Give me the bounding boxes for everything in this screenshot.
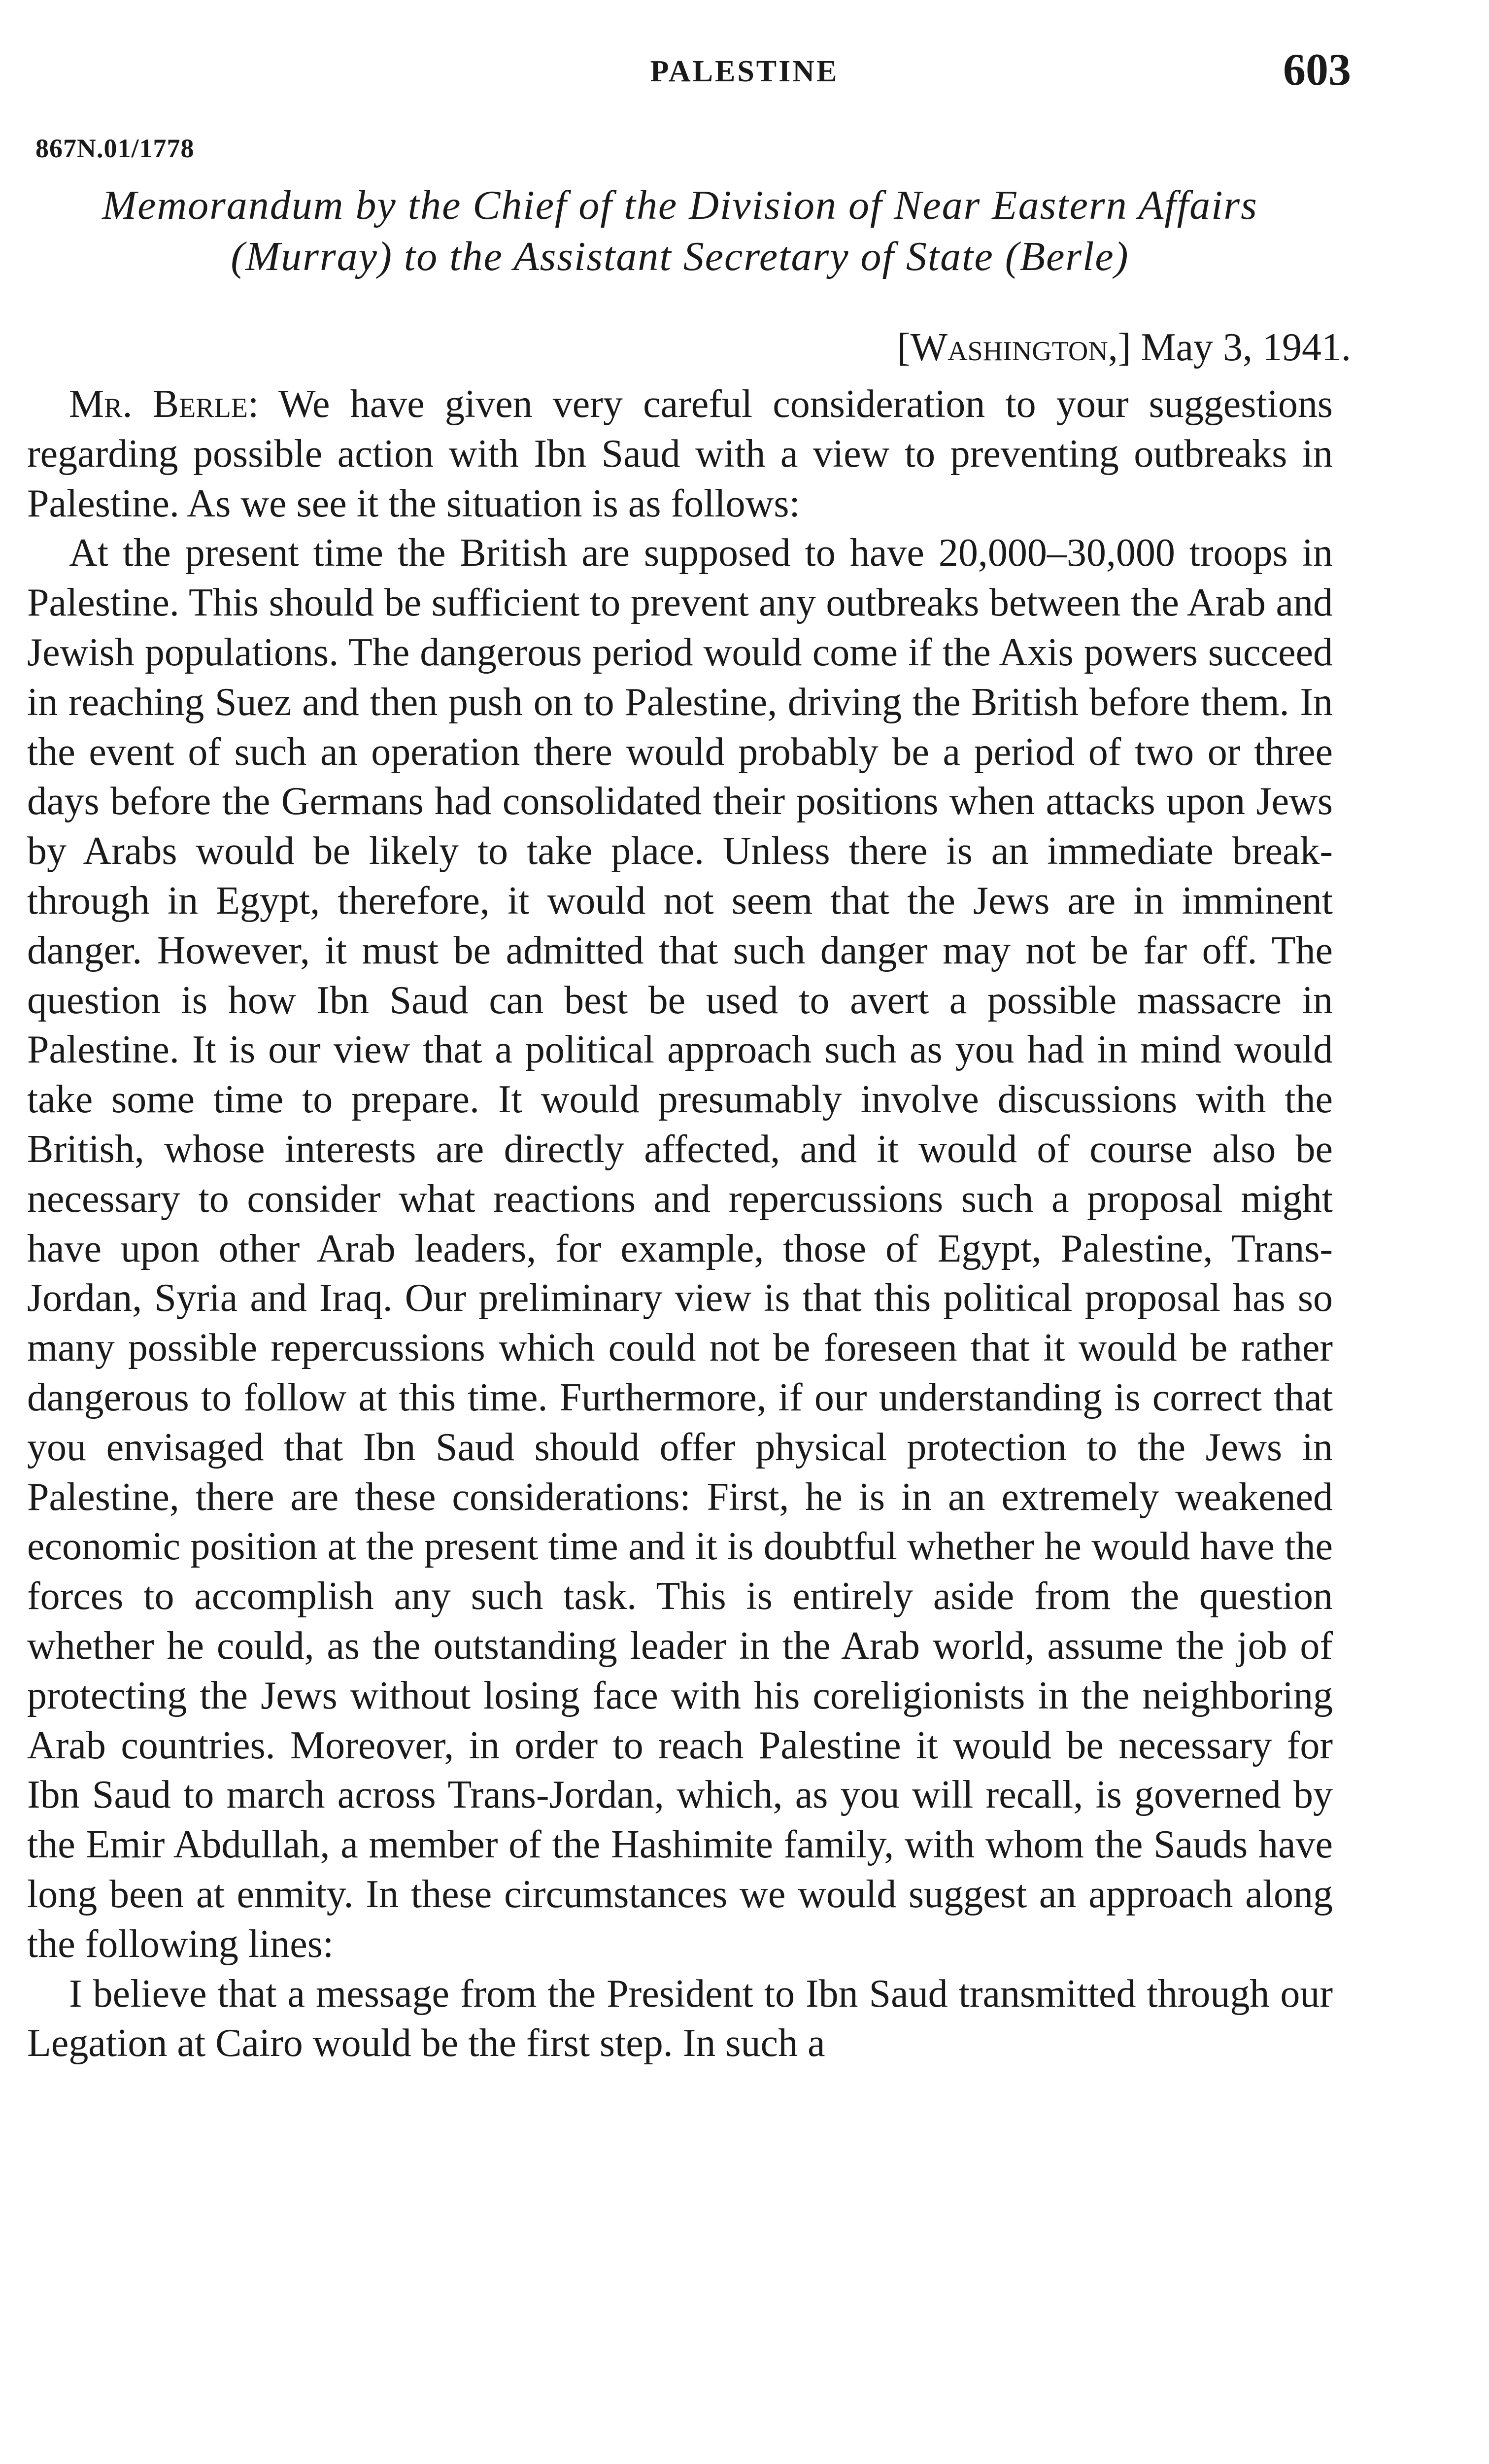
body-paragraph-1	[27, 379, 1333, 528]
document-title	[30, 180, 1330, 282]
running-head	[0, 43, 1489, 98]
memorandum-body	[27, 379, 1333, 2068]
running-title: PALESTINE	[650, 55, 839, 88]
document-reference: 867N.01/1778	[35, 134, 195, 163]
body-paragraph-2: At the present time the British are supposed to have 20,000–30,000 troops in Palestine. This should be sufficient to prevent any outbreaks between the Arab and Jewish populations. The dangerous period would come if the Axis powers succeed in reaching Suez and then push on to Palestine, driving the British before them. In the event of such an operation there would probably be a period of two or three days before the Germans had consolidated their positions when attacks upon Jews by Arabs would be likely to take place. Unless there is an immediate break-through in Egypt, therefore, it would not seem that the Jews are in imminent danger. However, it must be admitted that such danger may not be far off. The question is how Ibn Saud can best be used to avert a possible massacre in Palestine. It is our view that a political approach such as you had in mind would take some time to prepare. It would presumably involve discussions with the British, whose interests are directly affected, and it would of course also be necessary to consider what reactions and repercussions such a proposal might have upon other Arab leaders, for example, those of Egypt, Palestine, Trans-Jordan, Syria and Iraq. Our preliminary view is that this political proposal has so many possible repercussions which could not be foreseen that it would be rather dangerous to follow at this time. Furthermore, if our understanding is correct that you envisaged that Ibn Saud should offer physical protection to the Jews in Palestine, there are these considerations: First, he is in an extremely weakened economic position at the present time and it is doubtful whether he would have the forces to accomplish any such task. This is entirely aside from the question whether he could, as the outstanding leader in the Arab world, assume the job of protecting the Jews without losing face with his coreligionists in the neighboring Arab countries. Moreover, in order to reach Palestine it would be necessary for Ibn Saud to march across Trans-Jordan, which, as you will recall, is governed by the Emir Abdullah, a member of the Hashimite family, with whom the Sauds have long been at enmity. In these circumstances we would suggest an approach along the following lines:	[27, 531, 1333, 1966]
dateline-place: [Washington,]	[897, 326, 1131, 369]
salutation: Mr. Berle:	[69, 382, 259, 426]
dateline-date: May 3, 1941.	[1141, 326, 1351, 369]
document-title-line-2: (Murray) to the Assistant Secretary of State (Berle)	[231, 234, 1129, 279]
body-paragraph-1-text: We have given very careful consideration to your suggestions regarding possible action with Ibn Saud with a view to preventing outbreaks in Palestine. As we see it the situation is as follows:	[27, 382, 1333, 525]
document-title-line-1: Memorandum by the Chief of the Division of Near Eastern Affairs	[102, 182, 1258, 228]
dateline	[897, 325, 1351, 370]
body-paragraph-3: I believe that a message from the President to Ibn Saud transmitted through our Legation at Cairo would be the first step. In such a	[27, 1972, 1333, 2065]
page-number: 603	[1283, 44, 1351, 95]
